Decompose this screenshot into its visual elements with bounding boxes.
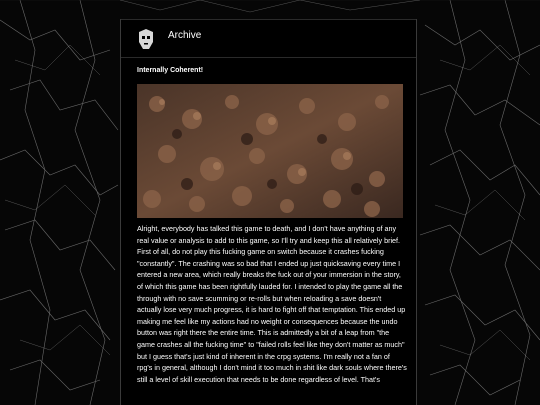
post-body: Alright, everybody has talked this game to death, and I don't have anything of any real value or analysis to add to this game, so I'll try and keep this all relatively brief. First of all, do not play this fucking game on switch because it crashes fucking "constantly". The crashing was so bad that I ended up just quicksaving every time I entered a new area, which really breaks the fuck out of your immersion in the story, of which this game has been rightfully lauded for. I intended to play the game all the through with no save scumming or re-rolls but when reloading a save doesn't actually lose very much progress, it is hard to fight off that temptation. This ended up making me feel like my actions had no weight or consequences because the undo button was right there the entire time. This is admittedly a bit of a leap from "the game crashes all the fucking time" to "failed rolls feel like they don't matter as much" but I guess that's just kind of inherent in the crpg systems. I'm really not a fan of rpg's in general, although I don't mind it too much in shit like dark souls where there's still a level of skill execution that needs to be done regardless of level. That's [137,224,407,384]
post-title: Internally Coherent! [137,67,204,74]
blog-header [121,19,416,58]
post-image [137,84,403,218]
blog-column [120,19,417,405]
archive-link[interactable]: Archive [168,30,202,41]
avatar[interactable] [137,28,155,50]
